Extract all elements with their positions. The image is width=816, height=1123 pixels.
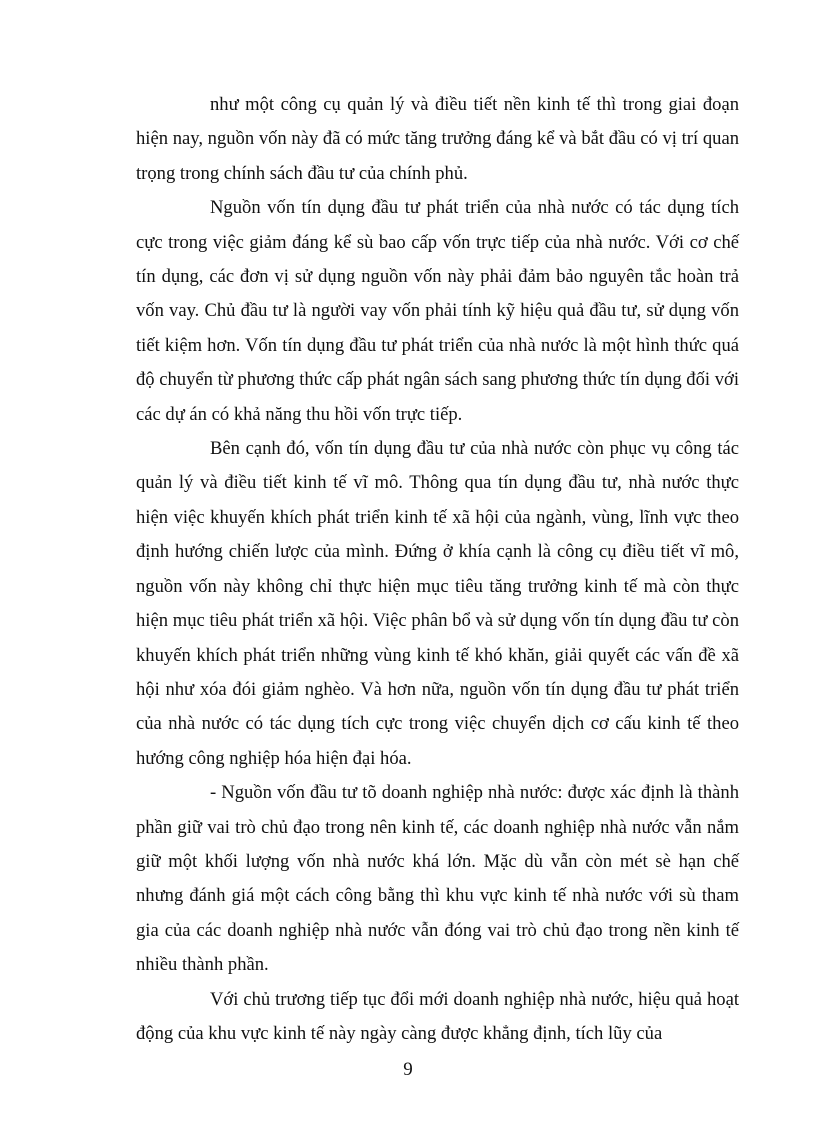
page-number: 9 <box>403 1059 413 1080</box>
paragraph-macro-regulation: Bên cạnh đó, vốn tín dụng đầu tư của nhà nước còn phục vụ công tác quản lý và điều tiết kinh tế vĩ mô. Thông qua tín dụng đầu tư, nhà nước thực hiện việc khuyến khích phát triển kinh tế xã hội của ngành, vùng, lĩnh vực theo định hướng chiến lược của mình. Đứng ở khía cạnh là công cụ điều tiết vĩ mô, nguồn vốn này không chỉ thực hiện mục tiêu tăng trưởng kinh tế mà còn thực hiện mục tiêu phát triển xã hội. Việc phân bổ và sử dụng vốn tín dụng đầu tư còn khuyến khích phát triển những vùng kinh tế khó khăn, giải quyết các vấn đề xã hội như xóa đói giảm nghèo. Và hơn nữa, nguồn vốn tín dụng đầu tư phát triển của nhà nước có tác dụng tích cực trong việc chuyển dịch cơ cấu kinh tế theo hướng công nghiệp hóa hiện đại hóa. <box>136 438 739 769</box>
paragraph-credit-capital: Nguồn vốn tín dụng đầu tư phát triển của nhà nước có tác dụng tích cực trong việc giảm đáng kể sù bao cấp vốn trực tiếp của nhà nước. Với cơ chế tín dụng, các đơn vị sử dụng nguồn vốn này phải đảm bảo nguyên tắc hoàn trả vốn vay. Chủ đầu tư là người vay vốn phải tính kỹ hiệu quả đầu tư, sử dụng vốn tiết kiệm hơn. Vốn tín dụng đầu tư phát triển của nhà nước là một hình thức quá độ chuyển từ phương thức cấp phát ngân sách sang phương thức tín dụng đối với các dự án có khả năng thu hồi vốn trực tiếp. <box>136 197 739 425</box>
paragraph-state-enterprises: - Nguồn vốn đầu tư tõ doanh nghiệp nhà nước: được xác định là thành phần giữ vai trò chủ đạo trong nên kinh tế, các doanh nghiệp nhà nước vẫn nắm giữ một khối lượng vốn nhà nước khá lớn. Mặc dù vẫn còn mét sè hạn chế nhưng đánh giá một cách công bằng thì khu vực kinh tế nhà nước với sù tham gia của các doanh nghiệp nhà nước vẫn đóng vai trò chủ đạo trong nền kinh tế nhiều thành phần. <box>136 782 739 976</box>
body-text <box>136 88 739 1051</box>
paragraph-reform: Với chủ trương tiếp tục đổi mới doanh nghiệp nhà nước, hiệu quả hoạt động của khu vực kinh tế này ngày càng được khẳng định, tích lũy của <box>136 988 739 1044</box>
paragraph-continuation: như một công cụ quản lý và điều tiết nền kinh tế thì trong giai đoạn hiện nay, nguồn vốn này đã có mức tăng trưởng đáng kể và bắt đầu có vị trí quan trọng trong chính sách đầu tư của chính phủ. <box>136 94 739 184</box>
